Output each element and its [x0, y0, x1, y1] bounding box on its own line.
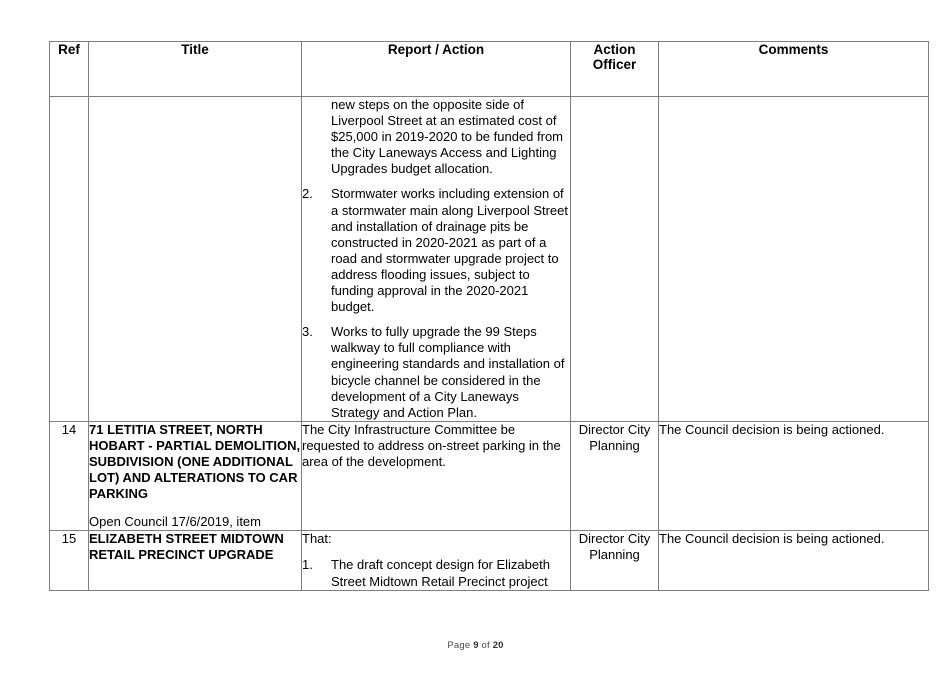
footer-prefix: Page	[447, 640, 471, 651]
list-item-number: 3.	[302, 324, 313, 340]
table-row	[50, 531, 929, 590]
cell-title	[89, 421, 302, 531]
page-footer	[0, 640, 951, 651]
list-item-text: Works to fully upgrade the 99 Steps walkway to full compliance with engineering standards and installation of bicycle channel be considered in the development of a City Laneways Strategy and Action Plan.	[331, 324, 565, 420]
table-header-row	[50, 42, 929, 97]
list-item-text: The draft concept design for Elizabeth Street Midtown Retail Precinct project	[331, 557, 550, 589]
report-list-item	[302, 324, 570, 421]
column-header-comments: Comments	[659, 42, 929, 97]
cell-action-officer: Director City Planning	[571, 421, 659, 531]
cell-title	[89, 97, 302, 422]
report-lead-text: That:	[302, 531, 332, 547]
cell-report-action	[302, 421, 571, 531]
list-item-number: 2.	[302, 186, 313, 202]
column-header-ref: Ref	[50, 42, 89, 97]
list-item-text: Stormwater works including extension of a stormwater main along Liverpool Street and installation of drainage pits be constructed in 2020-2021 as part of a road and stormwater upgrade project to address flooding issues, subject to funding approval in the 2020-2021 budget.	[331, 186, 569, 315]
footer-page-number: 9	[473, 640, 479, 651]
column-header-title: Title	[89, 42, 302, 97]
cell-action-officer: Director City Planning	[571, 531, 659, 590]
report-list-item	[302, 186, 570, 315]
cell-report-action	[302, 531, 571, 590]
column-header-action-officer: Action Officer	[571, 42, 659, 97]
cell-comments: The Council decision is being actioned.	[659, 531, 929, 590]
title-heading: ELIZABETH STREET MIDTOWN RETAIL PRECINCT UPGRADE	[89, 531, 284, 563]
column-header-report-action: Report / Action	[302, 42, 571, 97]
report-list-item	[302, 557, 570, 589]
title-heading: 71 LETITIA STREET, NORTH HOBART - PARTIAL DEMOLITION, SUBDIVISION (ONE ADDITIONAL LOT) AND ALTERATIONS TO CAR PARKING	[89, 421, 301, 502]
report-lead-text: The City Infrastructure Committee be requested to address on-street parking in the area of the development.	[302, 421, 561, 469]
cell-title	[89, 531, 302, 590]
cell-comments	[659, 97, 929, 422]
footer-middle: of	[481, 640, 490, 651]
cell-ref: 15	[50, 531, 89, 590]
cell-comments: The Council decision is being actioned.	[659, 421, 929, 531]
cell-ref: 14	[50, 421, 89, 531]
cell-ref	[50, 97, 89, 422]
title-subtext: Open Council 17/6/2019, item	[89, 514, 261, 530]
report-continued-paragraph: new steps on the opposite side of Liverpool Street at an estimated cost of $25,000 in 2019-2020 to be funded from the City Laneways Access and Lighting Upgrades budget allocation.	[331, 97, 564, 177]
cell-report-action	[302, 97, 571, 422]
list-item-number: 1.	[302, 557, 313, 573]
council-actions-table	[49, 41, 929, 591]
cell-action-officer	[571, 97, 659, 422]
table-row	[50, 97, 929, 422]
footer-total-pages: 20	[492, 640, 504, 651]
table-row	[50, 421, 929, 531]
